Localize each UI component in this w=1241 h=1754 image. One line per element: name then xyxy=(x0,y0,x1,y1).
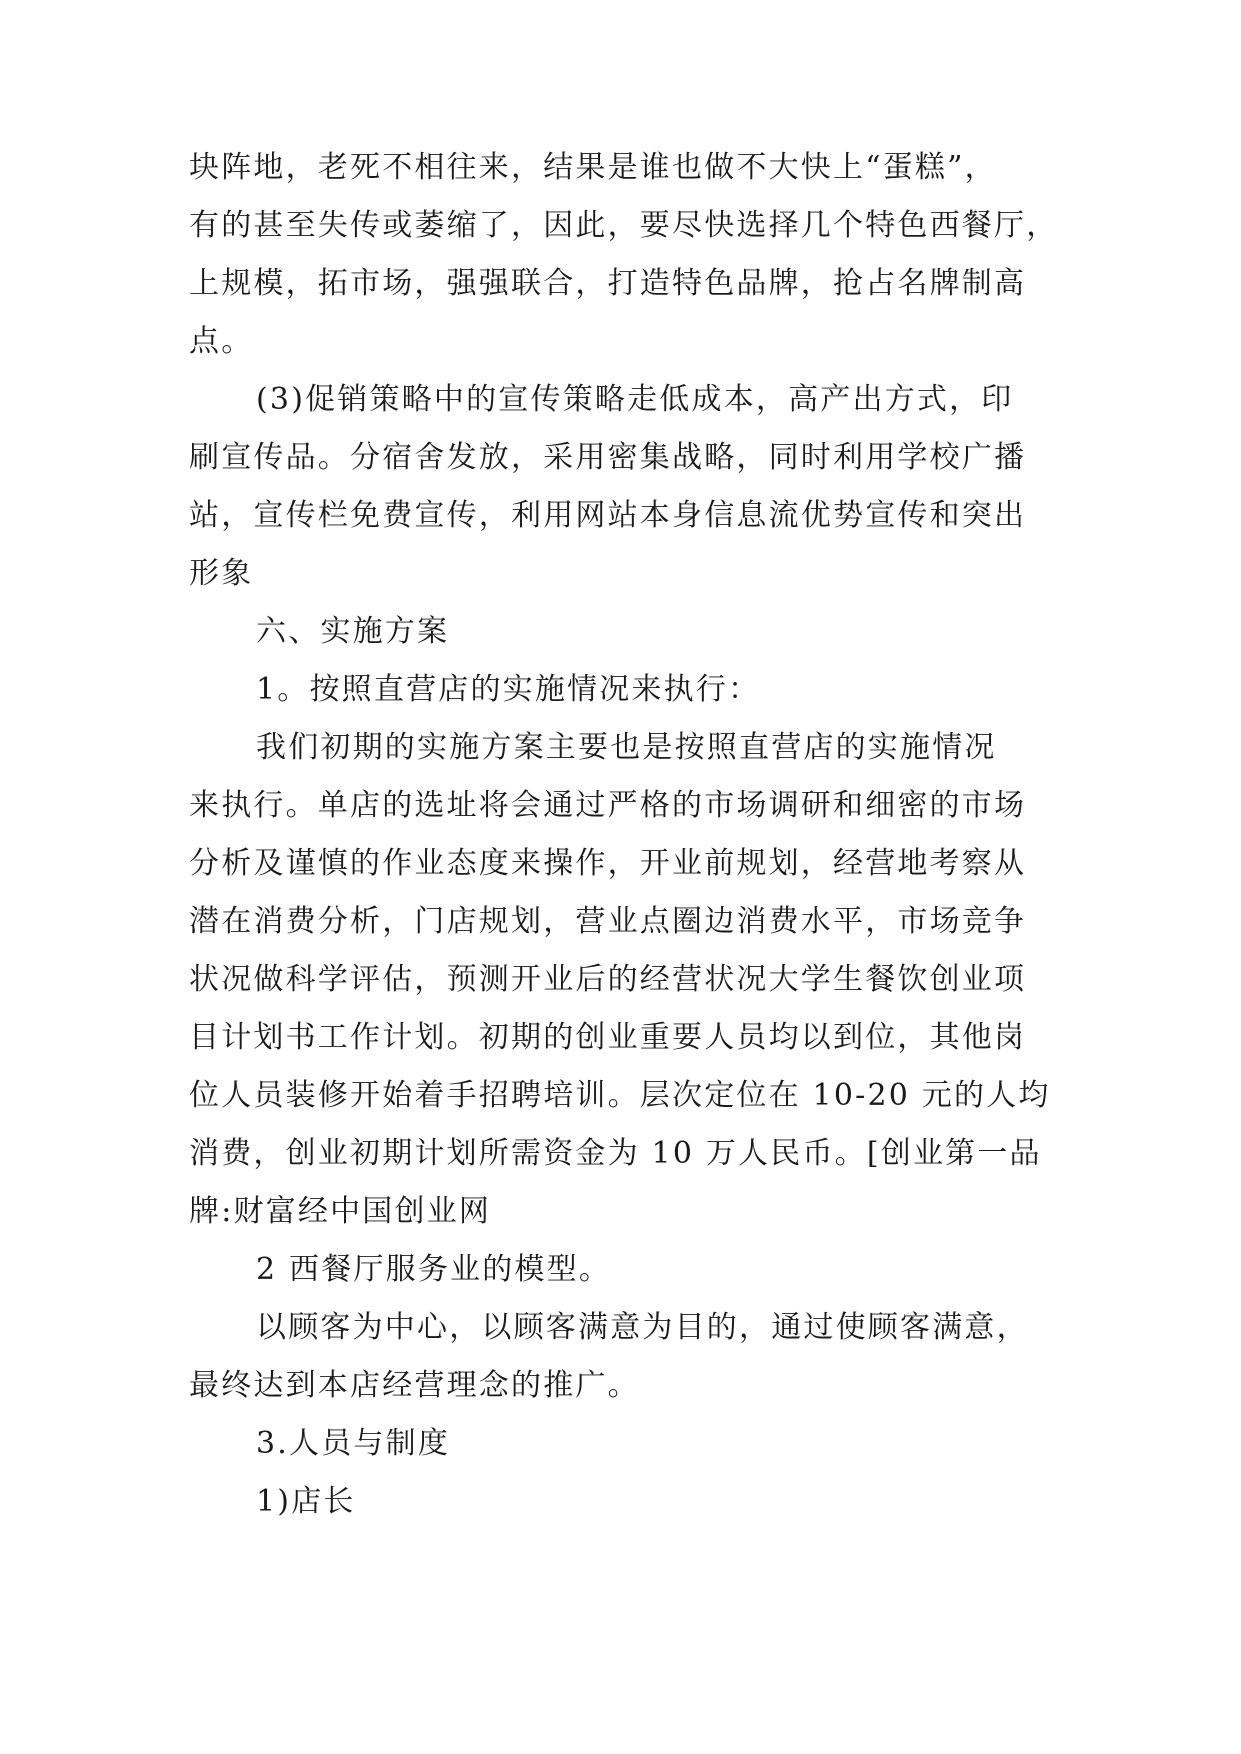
paragraph-start: 我们初期的实施方案主要也是按照直营店的实施情况 xyxy=(256,730,997,765)
text-line: 最终达到本店经营理念的推广。 xyxy=(189,1368,640,1403)
text-line: 点。 xyxy=(189,324,254,359)
section-heading: 六、实施方案 xyxy=(256,614,450,649)
text-line: 位人员装修开始着手招聘培训。层次定位在 10-20 元的人均 xyxy=(189,1078,1051,1113)
text-line: 目计划书工作计划。初期的创业重要人员均以到位，其他岗 xyxy=(189,1020,1027,1055)
text-line: 牌:财富经中国创业网 xyxy=(189,1194,492,1229)
paragraph-start: (3)促销策略中的宣传策略走低成本，高产出方式，印 xyxy=(256,382,1014,417)
text-line: 站，宣传栏免费宣传，利用网站本身信息流优势宣传和突出 xyxy=(189,498,1027,533)
list-item: 1)店长 xyxy=(256,1484,356,1519)
text-line: 刷宣传品。分宿舍发放，采用密集战略，同时利用学校广播 xyxy=(189,440,1027,475)
text-line: 块阵地，老死不相往来，结果是谁也做不大快上“蛋糕”， xyxy=(189,150,997,185)
subsection-heading: 1。按照直营店的实施情况来执行： xyxy=(256,672,761,707)
text-line: 状况做科学评估，预测开业后的经营状况大学生餐饮创业项 xyxy=(189,962,1027,997)
text-line: 潜在消费分析，门店规划，营业点圈边消费水平，市场竞争 xyxy=(189,904,1027,939)
text-line: 有的甚至失传或萎缩了，因此，要尽快选择几个特色西餐厅， xyxy=(189,208,1059,243)
text-line: 来执行。单店的选址将会通过严格的市场调研和细密的市场 xyxy=(189,788,1027,823)
subsection-heading: 3.人员与制度 xyxy=(256,1426,451,1461)
text-line: 分析及谨慎的作业态度来操作，开业前规划，经营地考察从 xyxy=(189,846,1027,881)
subsection-heading: 2 西餐厅服务业的模型。 xyxy=(256,1252,612,1287)
text-line: 上规模，拓市场，强强联合，打造特色品牌，抢占名牌制高 xyxy=(189,266,1027,301)
text-line: 形象 xyxy=(189,556,254,591)
text-line: 消费，创业初期计划所需资金为 10 万人民币。[创业第一品 xyxy=(189,1136,1042,1171)
paragraph-start: 以顾客为中心，以顾客满意为目的，通过使顾客满意， xyxy=(256,1310,1029,1345)
